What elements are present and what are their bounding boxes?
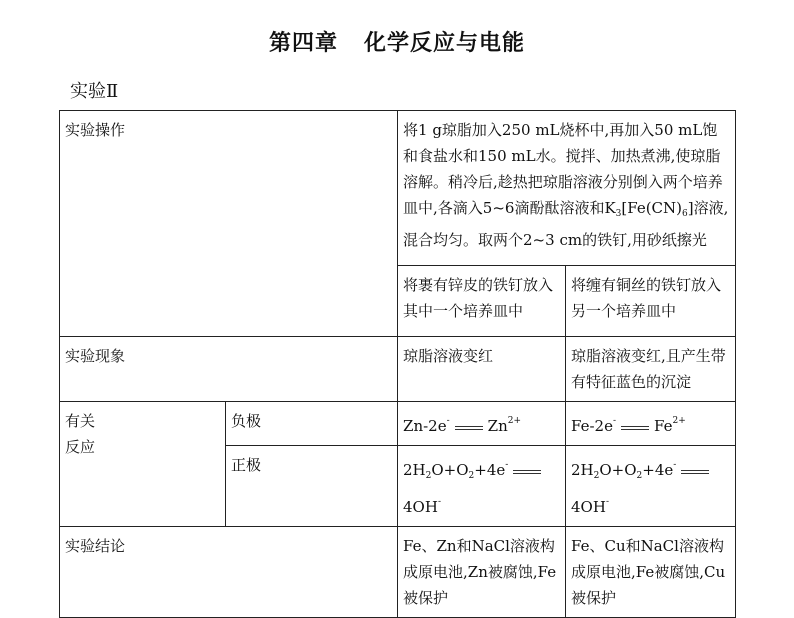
positive-electrode-label: 正极 (226, 446, 398, 527)
negative-equation-zinc: Zn-2e- $Zn^{2+}$ (398, 402, 566, 446)
experiment-heading: 实验Ⅱ (70, 81, 119, 102)
phenomenon-zinc: 琼脂溶液变红 (398, 337, 566, 402)
phenomenon-copper: 琼脂溶液变红,且产生带有特征蓝色的沉淀 (566, 337, 736, 402)
conclusion-row (60, 527, 736, 618)
positive-equation-copper: $2H_2O+O_2+4e^-4OH^-$ (566, 446, 736, 527)
operation-label: 实验操作 (60, 111, 398, 337)
operation-text: 将1 g琼脂加入250 mL烧杯中,再加入50 mL饱和食盐水和150 mL水。搅拌、加热煮沸,使琼脂溶解。稍冷后,趁热把琼脂溶液分别倒入两个培养皿中,各滴入5~6滴酚酞溶液和$K_3[Fe(CN)_6]$溶液,混合均匀。取两个2~3 cm的铁钉,用砂纸擦光 (398, 111, 736, 266)
conclusion-copper: Fe、Cu和NaCl溶液构成原电池,Fe被腐蚀,Cu被保护 (566, 527, 736, 618)
conclusion-zinc: Fe、Zn和NaCl溶液构成原电池,Zn被腐蚀,Fe被保护 (398, 527, 566, 618)
chapter-name: 化学反应与电能 (364, 31, 526, 56)
page-title (0, 26, 794, 57)
phenomenon-label: 实验现象 (60, 337, 398, 402)
zinc-case-text: 将裹有锌皮的铁钉放入其中一个培养皿中 (398, 266, 566, 337)
phenomenon-row (60, 337, 736, 402)
negative-equation-copper: Fe-2e- $Fe^{2+}$ (566, 402, 736, 446)
reaction-label: 有关 反应 (60, 402, 226, 527)
copper-case-text: 将缠有铜丝的铁钉放入另一个培养皿中 (566, 266, 736, 337)
conclusion-label: 实验结论 (60, 527, 398, 618)
experiment-table (59, 110, 736, 618)
chapter-number: 第四章 (268, 31, 338, 56)
negative-electrode-label: 负极 (226, 402, 398, 446)
negative-electrode-row (60, 402, 736, 446)
operation-row (60, 111, 736, 266)
positive-equation-zinc: $2H_2O+O_2+4e^-4OH^-$ (398, 446, 566, 527)
